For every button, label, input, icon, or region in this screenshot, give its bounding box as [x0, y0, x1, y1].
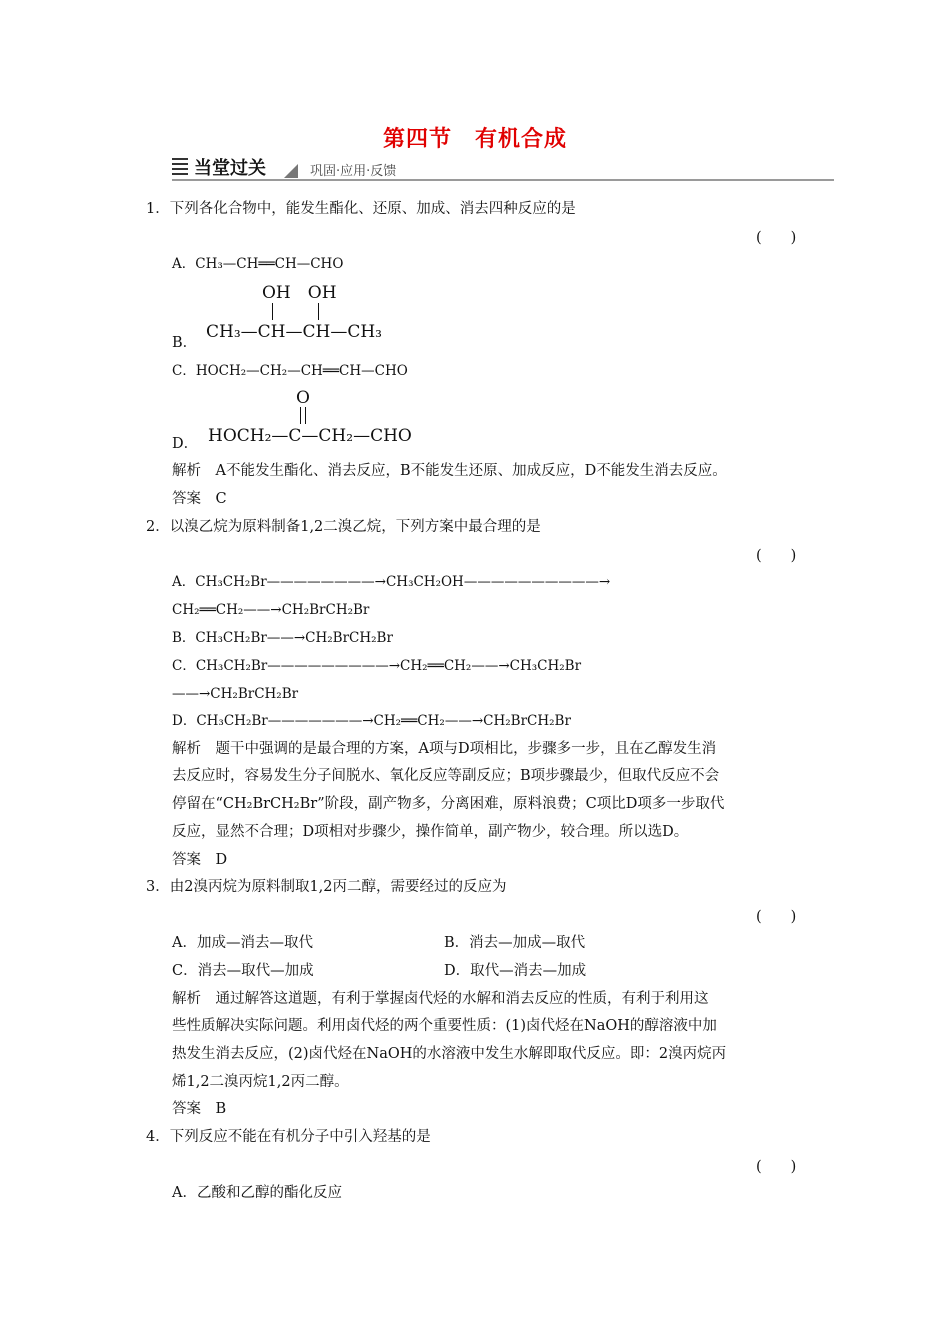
q2-analysis-line1: 解析 题干中强调的是最合理的方案，A项与D项相比，步骤多一步，且在乙醇发生消: [172, 741, 717, 757]
q3-option-d: D．取代—消去—加成: [444, 963, 587, 979]
q1-answer-paren: ( ): [756, 230, 797, 246]
q3-analysis-line2: 些性质解决实际问题。利用卤代烃的两个重要性质：(1)卤代烃在NaOH的醇溶液中加: [172, 1018, 717, 1034]
q1-option-b-label: B．: [172, 335, 198, 351]
q1-b-chain: CH₃—CH—CH—CH₃: [206, 322, 382, 342]
q1-b-bond: [272, 303, 273, 320]
banner-heading: 当堂过关: [194, 158, 266, 179]
q2-answer-paren: ( ): [756, 548, 797, 564]
q1-option-d-label: D．: [172, 436, 199, 452]
q1-d-double-bond: [300, 407, 306, 424]
q2-option-a-line1: A．CH₃CH₂Br————————→CH₃CH₂OH——————————→: [172, 574, 611, 590]
q3-analysis-line4: 烯1,2二溴丙烷1,2丙二醇。: [172, 1074, 349, 1090]
q3-option-c: C．消去—取代—加成: [172, 963, 314, 979]
q2-option-b: B．CH₃CH₂Br——→CH₂BrCH₂Br: [172, 630, 393, 646]
q2-answer: 答案 D: [172, 852, 228, 868]
q1-b-bond: [318, 303, 319, 320]
q1-stem: 1．下列各化合物中，能发生酯化、还原、加成、消去四种反应的是: [146, 201, 576, 217]
q1-analysis: 解析 A不能发生酯化、消去反应，B不能发生还原、加成反应，D不能发生消去反应。: [172, 463, 727, 479]
q1-d-oxygen: O: [296, 388, 310, 408]
section-banner: [172, 154, 834, 184]
q1-d-chain: HOCH₂—C—CH₂—CHO: [208, 426, 412, 446]
q3-option-b: B．消去—加成—取代: [444, 935, 586, 951]
q1-option-a: A．CH₃—CH══CH—CHO: [172, 256, 344, 272]
q3-analysis-line1: 解析 通过解答这道题，有利于掌握卤代烃的水解和消去反应的性质，有利于利用这: [172, 991, 709, 1007]
q2-option-c-line2: ——→CH₂BrCH₂Br: [172, 686, 299, 702]
q3-stem: 3．由2溴丙烷为原料制取1,2丙二醇，需要经过的反应为: [146, 879, 507, 895]
q4-answer-paren: ( ): [756, 1159, 797, 1175]
q2-option-a-line2: CH₂══CH₂——→CH₂BrCH₂Br: [172, 602, 370, 618]
q4-stem: 4．下列反应不能在有机分子中引入羟基的是: [146, 1129, 431, 1145]
q3-option-a: A．加成—消去—取代: [172, 935, 313, 951]
q1-option-c: C．HOCH₂—CH₂—CH══CH—CHO: [172, 363, 408, 379]
wedge-icon: [284, 164, 298, 178]
q2-stem: 2．以溴乙烷为原料制备1,2二溴乙烷，下列方案中最合理的是: [146, 519, 541, 535]
banner-rule: [172, 179, 834, 181]
q2-analysis-line3: 停留在“CH₂BrCH₂Br”阶段，副产物多，分离困难，原料浪费；C项比D项多一步取代: [172, 796, 725, 812]
q2-analysis-line4: 反应，显然不合理；D项相对步骤少，操作简单，副产物少，较合理。所以选D。: [172, 824, 689, 840]
q3-analysis-line3: 热发生消去反应，(2)卤代烃在NaOH的水溶液中发生水解即取代反应。即：2溴丙烷丙: [172, 1046, 727, 1062]
stripes-icon: [172, 158, 188, 178]
q3-answer-paren: ( ): [756, 909, 797, 925]
q1-b-oh-groups: OH OH: [262, 283, 337, 303]
q4-option-a: A．乙酸和乙醇的酯化反应: [172, 1185, 342, 1201]
q2-option-c-line1: C．CH₃CH₂Br—————————→CH₂══CH₂——→CH₃CH₂Br: [172, 658, 582, 674]
q1-answer: 答案 C: [172, 491, 227, 507]
q3-answer: 答案 B: [172, 1101, 227, 1117]
q2-analysis-line2: 去反应时，容易发生分子间脱水、氧化反应等副反应；B项步骤最少，但取代反应不会: [172, 768, 720, 784]
q2-option-d: D．CH₃CH₂Br———————→CH₂══CH₂——→CH₂BrCH₂Br: [172, 713, 571, 729]
banner-subheading: 巩固·应用·反馈: [310, 164, 397, 179]
page-title: 第四节 有机合成: [382, 127, 567, 152]
